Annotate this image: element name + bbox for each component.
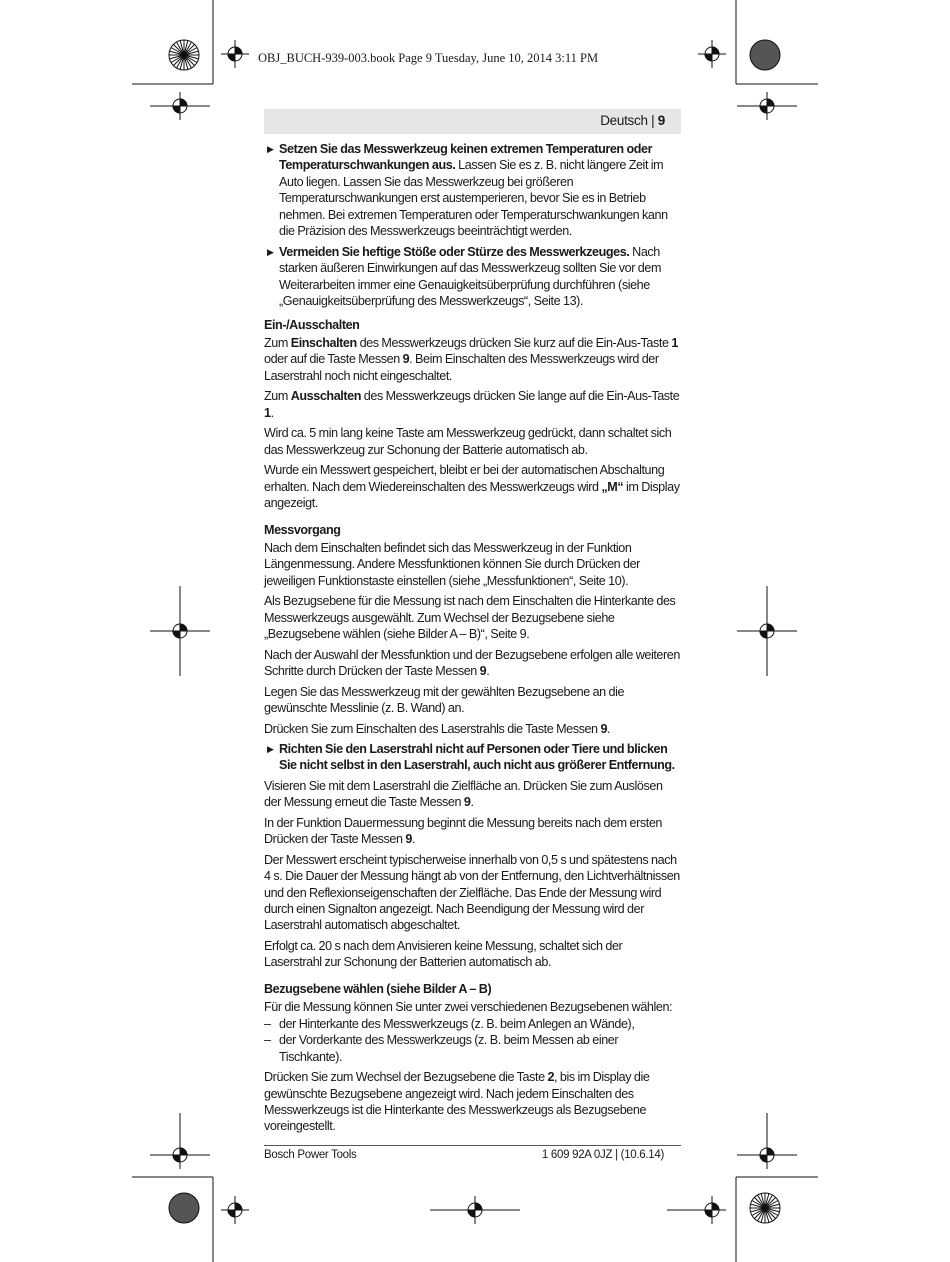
paragraph: Zum Ausschalten des Messwerkzeugs drücken Sie lange auf die Ein-Aus-Taste 1. <box>264 389 680 420</box>
page-content <box>264 141 680 1139</box>
safety-note-text: Nach starken äußeren Einwirkungen auf das Messwerkzeug sollten Sie vor dem Weiterarbeiten immer eine Genauigkeitsüberprüfung durchführen (siehe „Genauigkeitsüberprüfung des Messwerkzeugs“, Seite 13). <box>279 244 662 309</box>
paragraph: Wurde ein Messwert gespeichert, bleibt er bei der automatischen Abschaltung erhalten. Nach dem Wiedereinschalten des Messwerkzeugs wird „M“ im Display angezeigt. <box>264 463 680 511</box>
paragraph: Visieren Sie mit dem Laserstrahl die Zielfläche an. Drücken Sie zum Auslösen der Messung erneut die Taste Messen 9. <box>264 778 663 810</box>
header-label <box>600 113 665 128</box>
footer-brand: Bosch Power Tools <box>264 1149 357 1161</box>
page-number: 9 <box>657 113 665 128</box>
paragraph: Zum Einschalten des Messwerkzeugs drücken Sie kurz auf die Ein-Aus-Taste 1 oder auf die Taste Messen 9. Beim Einschalten des Messwerkzeugs wird der Laserstrahl noch nicht eingeschaltet. <box>264 335 678 383</box>
starburst-target-icon <box>169 40 199 70</box>
section-heading-measure: Messvorgang <box>264 522 341 537</box>
safety-note-bold: Setzen Sie das Messwerkzeug keinen extremen Temperaturen oder Temperaturschwankungen aus. <box>279 142 653 173</box>
footer-divider <box>264 1145 681 1146</box>
list-item: – der Vorderkante des Messwerkzeugs (z. B. beim Messen ab einer Tischkante). <box>264 1033 619 1064</box>
paragraph: Wird ca. 5 min lang keine Taste am Messwerkzeug gedrückt, dann schaltet sich das Messwerkzeug zur Schonung der Batterie automatisch ab. <box>264 426 672 457</box>
paragraph: Nach dem Einschalten befindet sich das Messwerkzeug in der Funktion Längenmessung. Andere Messfunktionen können Sie durch Drücken der jeweiligen Funktionstaste einstellen (siehe „Messfunktionen“, Seite 10). <box>264 540 640 588</box>
header-separator: | <box>647 113 658 128</box>
safety-note-text: Lassen Sie es z. B. nicht längere Zeit im Auto liegen. Lassen Sie das Messwerkzeug bei größeren Temperaturschwankungen erst austemperieren, bevor Sie es in Betrieb nehmen. Bei extremen Temperaturen oder Temperaturschwankungen kann die Präzision des Messwerkzeugs beeinträchtigt werden. <box>279 158 668 239</box>
paragraph: Legen Sie das Messwerkzeug mit der gewählten Bezugsebene an die gewünschte Messlinie (z. B. Wand) an. <box>264 684 625 716</box>
bullet-triangle-icon: ▶ <box>267 246 274 257</box>
running-header <box>264 109 681 134</box>
section-heading-reference: Bezugsebene wählen (siehe Bilder A – B) <box>264 981 492 996</box>
paragraph: Drücken Sie zum Wechsel der Bezugsebene die Taste 2, bis im Display die gewünschte Bezugsebene angezeigt wird. Nach jedem Einschalten des Messwerkzeugs ist die Hinterkante des Messwerkzeugs als Bezugsebene voreingestellt. <box>264 1070 650 1134</box>
footer-docnumber: 1 609 92A 0JZ | (10.6.14) <box>541 1149 664 1161</box>
paragraph: Drücken Sie zum Einschalten des Laserstrahls die Taste Messen 9. <box>264 721 611 736</box>
paragraph: Für die Messung können Sie unter zwei verschiedenen Bezugsebenen wählen: <box>264 1000 673 1015</box>
paragraph: Nach der Auswahl der Messfunktion und der Bezugsebene erfolgen alle weiteren Schritte durch Drücken der Taste Messen 9. <box>264 647 680 679</box>
paragraph: Als Bezugsebene für die Messung ist nach dem Einschalten die Hinterkante des Messwerkzeugs ausgewählt. Zum Wechsel der Bezugsebene siehe „Bezugsebene wählen (siehe Bilder A – B)“, Seite 9. <box>264 594 676 642</box>
bullet-triangle-icon: ▶ <box>267 144 274 154</box>
safety-note-bold: Vermeiden Sie heftige Stöße oder Stürze des Messwerkzeuges. <box>279 244 630 259</box>
paragraph: Erfolgt ca. 20 s nach dem Anvisieren keine Messung, schaltet sich der Laserstrahl zur Schonung der Batterien automatisch ab. <box>264 938 623 970</box>
paragraph: Der Messwert erscheint typischerweise innerhalb von 0,5 s und spätestens nach 4 s. Die Dauer der Messung hängt ab von der Entfernung, den Lichtverhältnissen und den Reflexionseigenschaften der Zielfläche. Das Ende der Messung wird durch einen Signalton angezeigt. Nach Beendigung der Messung wird der Laserstrahl automatisch abgeschaltet. <box>264 852 680 933</box>
header-language: Deutsch <box>600 113 648 128</box>
bullet-triangle-icon: ▶ <box>267 743 274 754</box>
safety-note <box>264 141 680 240</box>
list-item: – der Hinterkante des Messwerkzeugs (z. B. beim Anlegen an Wände), <box>264 1016 635 1031</box>
laser-warning <box>264 741 680 774</box>
starburst-target-icon <box>750 1193 780 1223</box>
safety-note <box>264 244 680 310</box>
book-slug: OBJ_BUCH-939-003.book Page 9 Tuesday, June 10, 2014 3:11 PM <box>258 51 599 65</box>
section-heading-onoff: Ein-/Ausschalten <box>264 317 360 332</box>
laser-warning-text: Richten Sie den Laserstrahl nicht auf Personen oder Tiere und blicken Sie nicht selbst in den Laserstrahl, auch nicht aus größerer Entfernung. <box>279 741 675 773</box>
paragraph: In der Funktion Dauermessung beginnt die Messung bereits nach dem ersten Drücken der Taste Messen 9. <box>264 815 662 847</box>
